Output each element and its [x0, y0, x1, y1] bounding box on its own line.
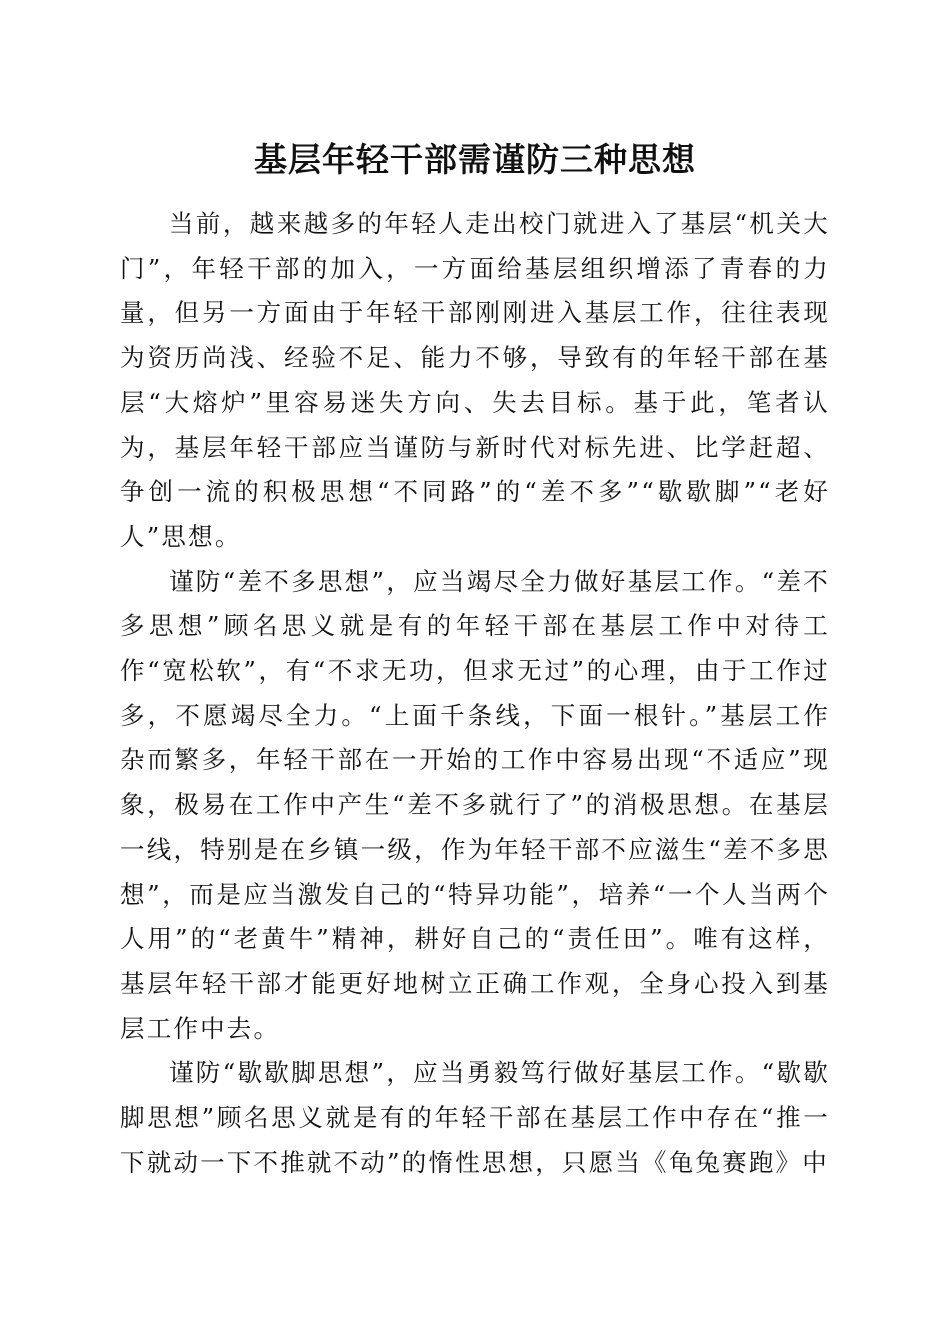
paragraph-chabuduo: 谨防“差不多思想”，应当竭尽全力做好基层工作。“差不多思想”顾名思义就是有的年轻干部在基层工作中对待工作“宽松软”，有“不求无功，但求无过”的心理，由于工作过多，不愿竭尽全力。“上面千条线，下面一根针。”基层工作杂而繁多，年轻干部在一开始的工作中容易出现“不适应”现象，极易在工作中产生“差不多就行了”的消极思想。在基层一线，特别是在乡镇一级，作为年轻干部不应滋生“差不多思想”，而是应当激发自己的“特异功能”，培养“一个人当两个人用”的“老黄牛”精神，耕好自己的“责任田”。唯有这样，基层年轻干部才能更好地树立正确工作观，全身心投入到基层工作中去。 [120, 566, 830, 1043]
paragraph-xiexiejiao: 谨防“歇歇脚思想”，应当勇毅笃行做好基层工作。“歇歇脚思想”顾名思义就是有的年轻干部在基层工作中存在“推一下就动一下不推就不动”的惰性思想，只愿当《龟兔赛跑》中 [120, 1058, 830, 1177]
document-body [120, 202, 830, 1185]
document-title: 基层年轻干部需谨防三种思想 [254, 140, 696, 179]
paragraph-intro: 当前，越来越多的年轻人走出校门就进入了基层“机关大门”，年轻干部的加入，一方面给基层组织增添了青春的力量，但另一方面由于年轻干部刚刚进入基层工作，往往表现为资历尚浅、经验不足、能力不够，导致有的年轻干部在基层“大熔炉”里容易迷失方向、失去目标。基于此，笔者认为，基层年轻干部应当谨防与新时代对标先进、比学赶超、争创一流的积极思想“不同路”的“差不多”“歇歇脚”“老好人”思想。 [120, 209, 830, 551]
